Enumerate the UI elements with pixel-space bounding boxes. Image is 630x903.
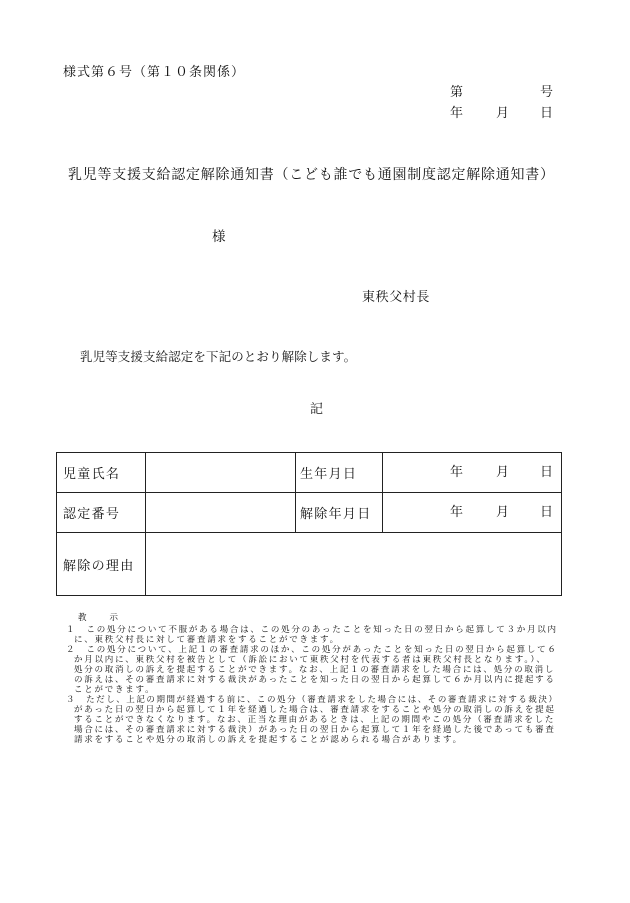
cancellation-date-year-label: 年 [450, 505, 464, 520]
notes-heading: 教 示 [78, 613, 121, 623]
child-name-value [146, 453, 296, 493]
note-item [66, 645, 566, 695]
details-table [56, 452, 562, 596]
note-line: 処分の取消しの訴えを提起することができます。なお、上記１の審査請求をした場合には、処分の取消し [74, 665, 556, 675]
birth-date-year-label: 年 [450, 465, 464, 480]
note-item [66, 695, 566, 745]
birth-date-month-label: 月 [496, 465, 510, 480]
notice-statement: 乳児等支援支給認定を下記のとおり解除します。 [80, 349, 357, 364]
note-line: の訴えは、その審査請求に対する裁決があったことを知った日の翌日から起算して６か月以内に提起する [74, 675, 556, 685]
note-line: １ この処分について不服がある場合は、この処分のあったことを知った日の翌日から起算して３か月以内 [66, 625, 558, 635]
note-line: ３ ただし、上記の期間が経過する前に、この処分（審査請求をした場合には、その審査請求に対する裁決） [66, 695, 559, 705]
birth-date-label: 生年月日 [296, 453, 383, 493]
note-line: ことができます。 [74, 685, 156, 695]
cancellation-date-day-label: 日 [540, 505, 554, 520]
issue-date-year-label: 年 [450, 106, 464, 121]
issuer-name: 東秩父村長 [362, 290, 431, 305]
cancellation-date-month-label: 月 [496, 505, 510, 520]
issue-date-month-label: 月 [496, 106, 510, 121]
note-item [66, 625, 566, 645]
cancellation-date-value [383, 493, 562, 533]
cancellation-date-label: 解除年月日 [296, 493, 383, 533]
note-line: ２ この処分について、上記１の審査請求のほか、この処分があったことを知った日の翌日から起算して６ [66, 645, 558, 655]
note-line: 場合には、その審査請求に対する裁決）があった日の翌日から起算して１年を経過した後であっても審査 [74, 725, 556, 735]
issue-number-prefix: 第 [450, 85, 464, 100]
note-line: することができなくなります。なお、正当な理由があるときは、上記の期間やこの処分（審査請求をした [74, 715, 556, 725]
birth-date-value [383, 453, 562, 493]
note-line: があった日の翌日から起算して１年を経過した場合は、審査請求をすることや処分の取消しの訴えを提起 [74, 705, 556, 715]
form-number-label: 様式第６号（第１０条関係） [63, 65, 246, 80]
note-line: 請求をすることや処分の取消しの訴えを提起することが認められる場合があります。 [74, 735, 463, 745]
note-line: か月以内に、東秩父村を被告として（訴訟において東秩父村を代表する者は東秩父村長となります。）、 [74, 655, 547, 665]
issue-number-suffix: 号 [540, 85, 554, 100]
certification-number-label: 認定番号 [57, 493, 146, 533]
ki-heading: 記 [310, 402, 324, 417]
child-name-label: 児童氏名 [57, 453, 146, 493]
document-title: 乳児等支援支給認定解除通知書（こども誰でも通園制度認定解除通知書） [68, 167, 555, 183]
issue-date-day-label: 日 [540, 106, 554, 121]
birth-date-day-label: 日 [540, 465, 554, 480]
notes-section [66, 625, 566, 745]
cancellation-reason-label: 解除の理由 [57, 533, 146, 596]
note-line: に、東秩父村長に対して審査請求をすることができます。 [74, 635, 340, 645]
certification-number-value [146, 493, 296, 533]
cancellation-reason-value [146, 533, 562, 596]
addressee-honorific: 様 [212, 229, 226, 245]
